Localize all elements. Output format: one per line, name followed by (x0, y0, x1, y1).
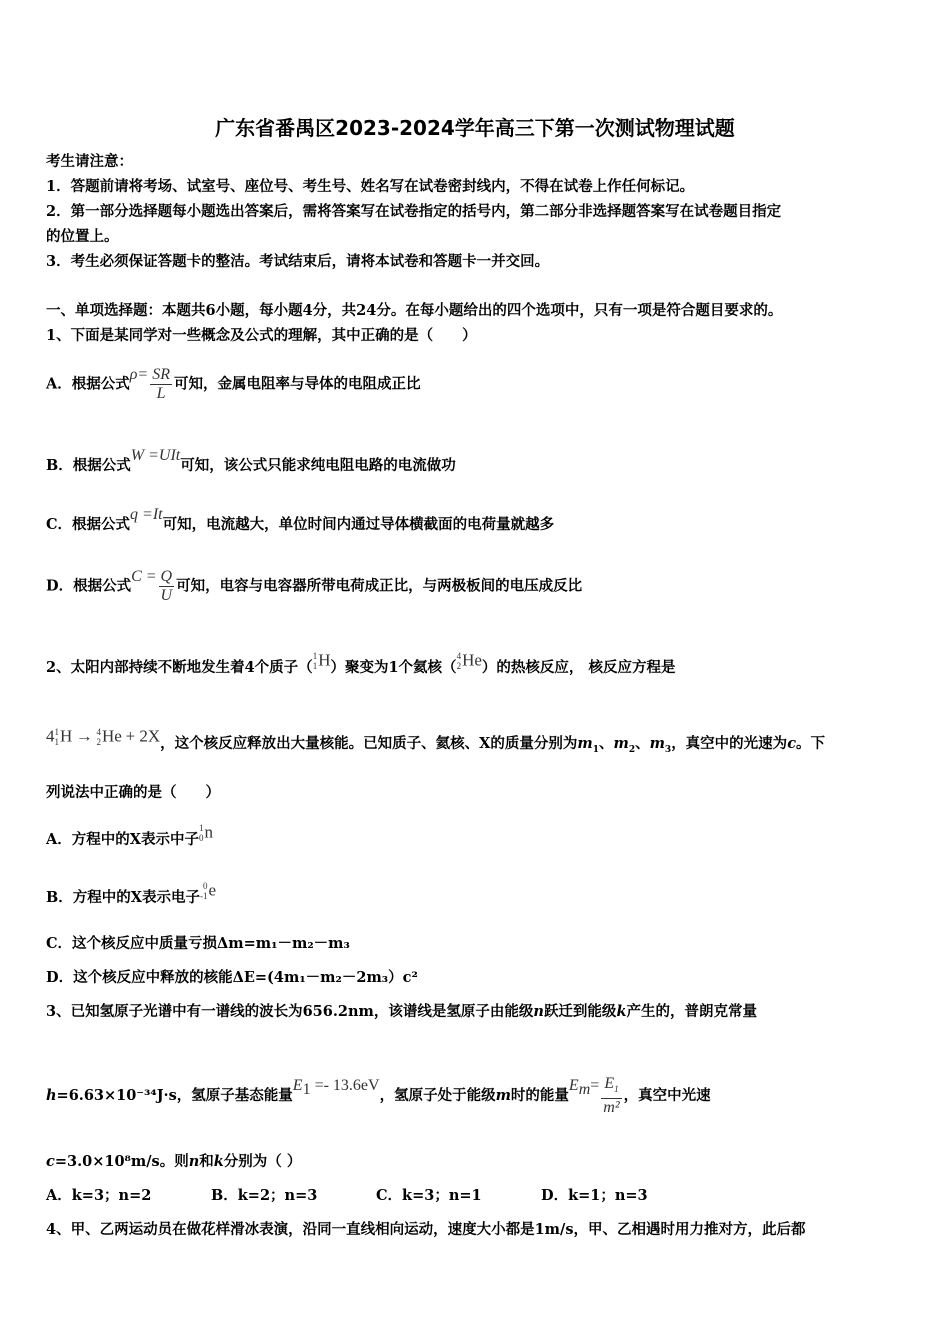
q3-text-7: 和 (199, 1153, 214, 1170)
q2-proton-charge: 1 (312, 660, 318, 671)
q3-em-fraction (601, 1075, 621, 1117)
q1-a-numerator: SR (152, 366, 171, 383)
q3-option-b: B．k=2；n=3 (211, 1187, 318, 1204)
notice-item-2a: 2．第一部分选择题每小题选出答案后，需将答案写在试卷指定的括号内，第二部分非选择题答案写在试卷题目指定 (46, 203, 782, 220)
q3-text-3: 产生的，普朗克常量 (626, 1003, 757, 1020)
q3-k-2: k (213, 1153, 224, 1170)
q1-option-a (46, 366, 421, 403)
q1-d-numerator: Q (160, 568, 173, 585)
q2-m3: m (649, 735, 665, 752)
q1-a-fraction (150, 366, 172, 403)
q2-helium-nuclide (457, 642, 482, 679)
q1-d-formula-lhs: C = (131, 567, 157, 585)
q3-e1-value: =- 13.6eV (310, 1077, 380, 1094)
q2-eq-he-charge: 2 (96, 736, 102, 747)
q2-proton-symbol: H (318, 650, 331, 670)
q2-text-3: ）的热核反应， 核反应方程是 (481, 659, 676, 676)
q2-helium-charge: 2 (456, 660, 462, 671)
q2-proton-mass: 1 (312, 650, 318, 661)
q3-k: k (616, 1003, 627, 1020)
q2-m2: m (613, 735, 629, 752)
q2-stem-line-1 (46, 650, 675, 687)
q3-stem-line-2 (46, 1074, 711, 1122)
q3-em-symbol: E (568, 1077, 579, 1094)
q3-text-6: ，真空中光速 (623, 1087, 711, 1104)
q2-eq-coefficient: 4 (46, 726, 55, 746)
q3-h-value: =6.63×10⁻³⁴J·s，氢原子基态能量 (56, 1087, 293, 1104)
q1-d-denominator: U (160, 587, 173, 604)
q4-stem-line-1: 4、甲、乙两运动员在做花样滑冰表演，沿同一直线相向运动，速度大小都是1m/s，甲、乙相遇时用力推对方，此后都 (46, 1221, 806, 1238)
q1-b-text: 可知，该公式只能求纯电阻电路的电流做功 (180, 457, 456, 474)
notice-item-2b: 的位置上。 (46, 228, 119, 245)
q3-e1-sub: 1 (302, 1080, 311, 1098)
q3-em-equals: = (590, 1077, 600, 1094)
q2-eq-plus-2x: + 2X (125, 726, 161, 746)
q3-h-label: h (46, 1087, 57, 1104)
q2-helium-mass: 4 (456, 650, 462, 661)
q1-option-b (46, 448, 456, 484)
q1-stem: 1、下面是某同学对一些概念及公式的理解，其中正确的是（ ） (46, 327, 477, 344)
q3-em-numerator (601, 1075, 621, 1099)
q2-proton-nuclide (313, 642, 331, 679)
q2-m2-sub: 2 (628, 744, 636, 755)
q2-helium-symbol: He (462, 650, 482, 670)
q2-a-symbol: n (204, 822, 213, 842)
q2-eq-he-symbol: He (102, 726, 122, 746)
q3-option-c: C．k=3；n=1 (376, 1187, 482, 1204)
q3-n-2: n (188, 1153, 200, 1170)
q2-b-symbol: e (208, 880, 217, 900)
q2-option-b (46, 880, 216, 917)
q3-stem-line-1 (46, 1002, 757, 1022)
q1-b-prefix: B．根据公式 (46, 457, 131, 474)
q1-d-text: 可知，电容与电容器所带电荷成正比，与两极板间的电压成反比 (176, 577, 583, 595)
q1-option-c (46, 507, 554, 543)
q3-c-label: c (46, 1153, 55, 1170)
q2-option-c: C．这个核反应中质量亏损Δm=m₁－m₂－m₃ (46, 935, 350, 952)
q2-b-nuclide (200, 872, 216, 909)
q2-a-nuclide (199, 814, 213, 851)
q1-a-formula-lhs: ρ= (129, 365, 149, 383)
q1-option-d (46, 568, 582, 605)
q1-a-prefix: A．根据公式 (46, 375, 130, 393)
q2-m3-sub: 3 (664, 744, 672, 755)
q3-m: m (495, 1087, 511, 1104)
section-heading: 一、单项选择题：本题共6小题，每小题4分，共24分。在每小题给出的四个选项中，只有一项是符合题目要求的。 (46, 302, 783, 319)
q2-b-mass: 0 (203, 880, 208, 891)
q3-option-a: A．k=3；n=2 (46, 1187, 152, 1204)
q3-em-formula (568, 1077, 591, 1098)
q2-eq-he-mass: 4 (96, 726, 102, 737)
q2-text-5: ，真空中的光速为 (671, 735, 788, 752)
q3-text-1: 3、已知氢原子光谱中有一谱线的波长为656.2nm，该谱线是氢原子由能级 (46, 1003, 534, 1020)
q3-text-5: 时的能量 (510, 1087, 569, 1104)
q3-options (46, 1186, 906, 1206)
q2-text-2: ）聚变为1个氦核（ (330, 659, 457, 676)
q3-e1-symbol: E (292, 1077, 303, 1094)
q2-m1-sub: 1 (592, 744, 599, 755)
q3-c-value: =3.0×10⁸m/s。则 (54, 1153, 189, 1170)
q2-eq-h-symbol: H (60, 726, 73, 746)
q2-text-1: 2、太阳内部持续不断地发生着4个质子（ (46, 659, 313, 676)
q3-em-num-sub: 1 (614, 1084, 619, 1095)
q3-text-8: 分别为（ ） (223, 1153, 302, 1170)
q2-eq-arrow: → (75, 726, 93, 746)
q1-a-denominator: L (156, 385, 166, 402)
q1-d-prefix: D．根据公式 (46, 577, 132, 595)
q3-em-denominator: m² (603, 1099, 620, 1117)
q3-n: n (533, 1003, 544, 1020)
notice-item-1: 1．答题前请将考场、试室号、座位号、考生号、姓名写在试卷密封线内，不得在试卷上作任何标记。 (46, 178, 695, 195)
q3-e1-formula (292, 1077, 380, 1098)
q2-eq-h-charge: 1 (54, 736, 59, 747)
q3-stem-line-3 (46, 1152, 301, 1172)
q1-c-text: 可知，电流越大，单位时间内通过导体横截面的电荷量就越多 (162, 516, 555, 533)
q2-eq-h-mass: 1 (54, 726, 59, 737)
q2-a-charge: 0 (199, 832, 204, 843)
q3-text-2: 跃迁到能级 (543, 1003, 617, 1020)
notice-heading: 考生请注意： (46, 153, 133, 170)
q3-em-sub: m (578, 1080, 591, 1098)
q1-d-fraction (159, 568, 175, 605)
q2-equation (46, 718, 160, 755)
q2-c: c (787, 735, 797, 752)
q2-text-6: 。下 (796, 735, 826, 752)
q2-b-charge: -1 (200, 890, 208, 901)
q1-b-formula: W =UIt (130, 447, 181, 464)
q3-option-d: D．k=1；n=3 (541, 1187, 648, 1204)
page-title: 广东省番禺区2023-2024学年高三下第一次测试物理试题 (215, 116, 735, 140)
q2-stem-line-2: 4 1 1 H → 4 2 He + 2X，这个核反应释放出大量核能。已知质子、氦核、X的质量分别为$m_1$、$m_2$、$m_3$，真空中的光速为c。下 (46, 726, 825, 768)
q1-a-text: 可知，金属电阻率与导体的电阻成正比 (174, 375, 421, 393)
q2-a-text: A．方程中的X表示中子 (46, 831, 199, 848)
q2-option-d: D．这个核反应中释放的核能ΔE=(4m₁－m₂－2m₃）c² (46, 969, 418, 986)
q2-text-4: ，这个核反应释放出大量核能。已知质子、氦核、X的质量分别为 (160, 735, 578, 752)
q2-a-mass: 1 (199, 822, 204, 833)
q1-c-formula: q =It (130, 506, 163, 523)
q2-m1: m (577, 735, 593, 752)
q1-c-prefix: C．根据公式 (46, 516, 131, 533)
notice-item-3: 3．考生必须保证答题卡的整洁。考试结束后，请将本试卷和答题卡一并交回。 (46, 253, 550, 270)
q2-b-text: B．方程中的X表示电子 (46, 889, 201, 906)
q3-text-4: ，氢原子处于能级 (379, 1087, 496, 1104)
q2-stem-line-3: 列说法中正确的是（ ） (46, 784, 220, 801)
q2-option-a (46, 822, 213, 859)
q3-em-num-symbol: E (604, 1074, 615, 1092)
